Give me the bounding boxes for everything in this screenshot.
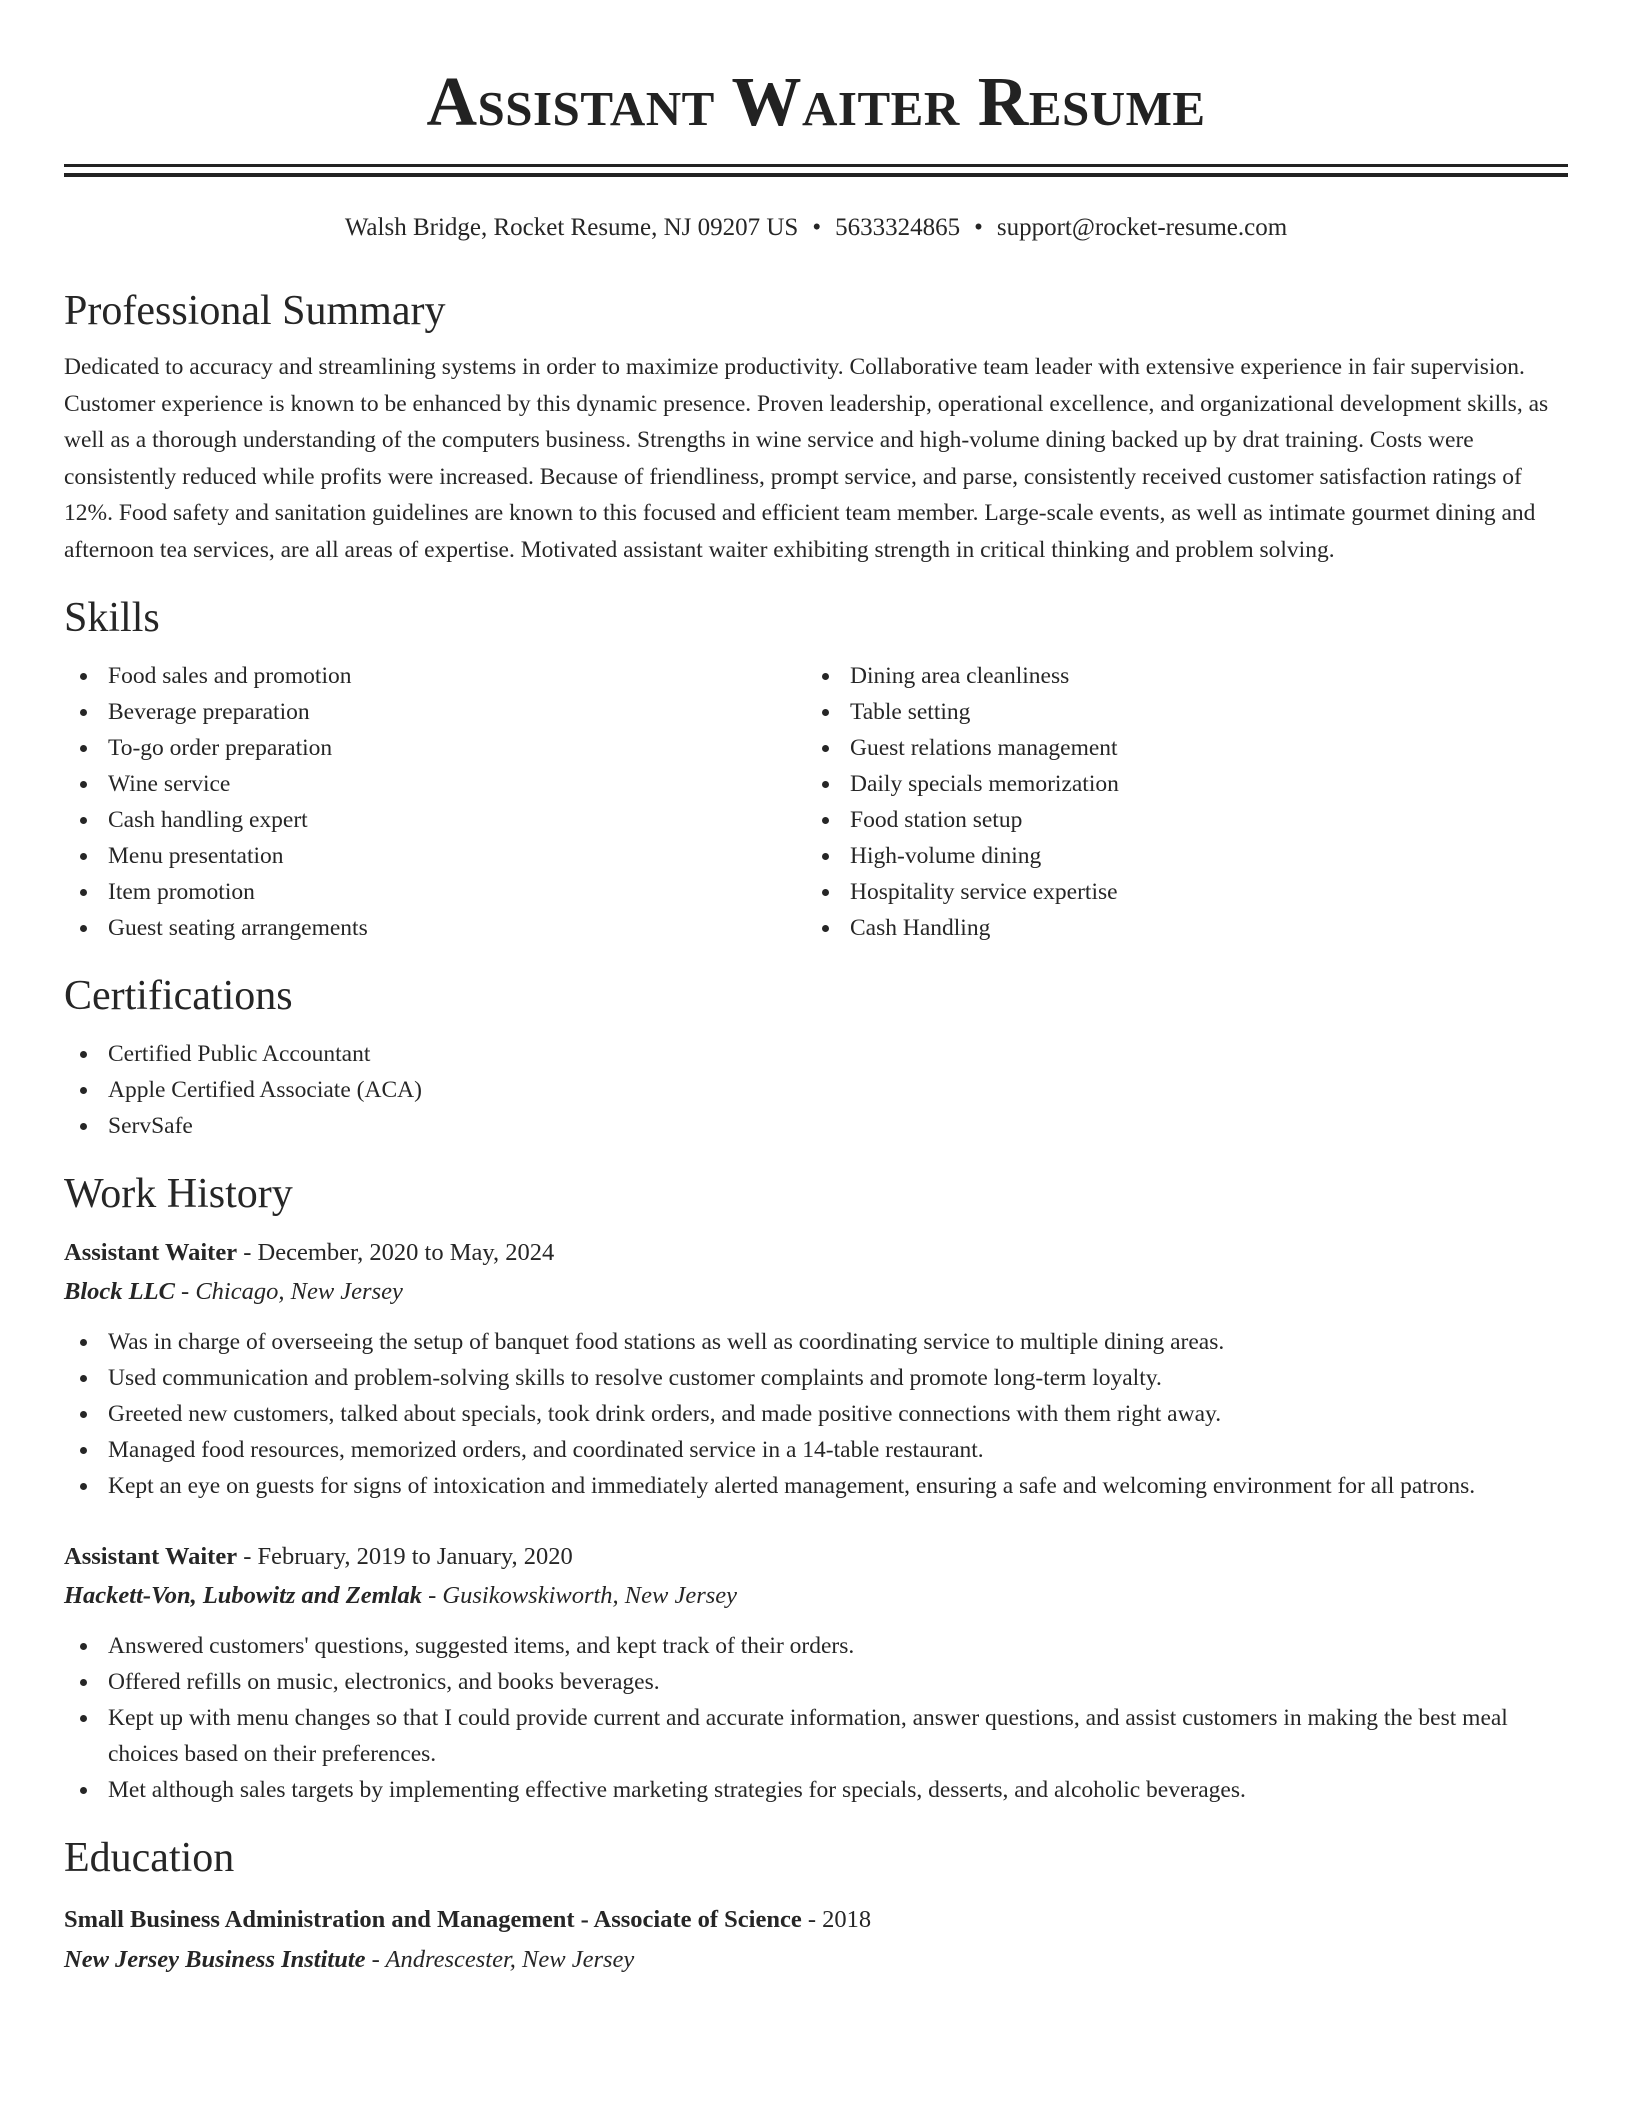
title-rule-top bbox=[64, 164, 1568, 167]
education-school: New Jersey Business Institute bbox=[64, 1946, 366, 1973]
skill-item: Guest seating arrangements bbox=[64, 910, 806, 946]
contact-line bbox=[64, 211, 1568, 245]
skill-item: Table setting bbox=[806, 694, 1548, 730]
job-company: Block LLC bbox=[64, 1278, 175, 1305]
job-company-line bbox=[64, 1272, 1568, 1312]
job-duty-item: Managed food resources, memorized orders, and coordinated service in a 14-table restaurant. bbox=[64, 1432, 1568, 1468]
skill-item: Menu presentation bbox=[64, 838, 806, 874]
job-duty-item: Kept an eye on guests for signs of intoxication and immediately alerted management, ensuring a safe and welcoming environment for all patrons. bbox=[64, 1468, 1568, 1504]
job-location: - Gusikowskiworth, New Jersey bbox=[422, 1582, 738, 1609]
skills-column-right bbox=[806, 658, 1548, 946]
contact-separator: • bbox=[812, 214, 822, 241]
contact-address: Walsh Bridge, Rocket Resume, NJ 09207 US bbox=[344, 214, 799, 241]
job-duty-item: Greeted new customers, talked about specials, took drink orders, and made positive connections with them right away. bbox=[64, 1396, 1568, 1432]
skill-item: Beverage preparation bbox=[64, 694, 806, 730]
job-entry bbox=[64, 1538, 1568, 1808]
education-degree-line bbox=[64, 1900, 1568, 1940]
job-duty-item: Met although sales targets by implementing effective marketing strategies for specials, desserts, and alcoholic beverages. bbox=[64, 1772, 1568, 1808]
skill-item: Item promotion bbox=[64, 874, 806, 910]
skill-item: Wine service bbox=[64, 766, 806, 802]
job-entry bbox=[64, 1234, 1568, 1504]
skill-item: Food sales and promotion bbox=[64, 658, 806, 694]
skill-item: Food station setup bbox=[806, 802, 1548, 838]
education-heading: Education bbox=[64, 1835, 235, 1881]
education-school-line bbox=[64, 1940, 1568, 1980]
skill-item: Cash handling expert bbox=[64, 802, 806, 838]
job-dates: - December, 2020 to May, 2024 bbox=[237, 1239, 555, 1266]
skills-column-left bbox=[64, 658, 806, 946]
skill-item: Daily specials memorization bbox=[806, 766, 1548, 802]
title-rule-bottom bbox=[64, 173, 1568, 177]
job-duties bbox=[64, 1324, 1568, 1504]
skills-list bbox=[64, 658, 1568, 946]
skills-heading: Skills bbox=[64, 595, 160, 641]
work-history-heading: Work History bbox=[64, 1171, 293, 1217]
skill-item: To-go order preparation bbox=[64, 730, 806, 766]
education-location: - Andrescester, New Jersey bbox=[365, 1946, 635, 1973]
job-title-line bbox=[64, 1538, 1568, 1576]
skill-item: Hospitality service expertise bbox=[806, 874, 1548, 910]
certification-item: Apple Certified Associate (ACA) bbox=[64, 1072, 1568, 1108]
contact-separator: • bbox=[974, 214, 983, 241]
job-duty-item: Was in charge of overseeing the setup of banquet food stations as well as coordinating service to multiple dining areas. bbox=[64, 1324, 1568, 1360]
certifications-list bbox=[64, 1036, 1568, 1144]
job-duties bbox=[64, 1628, 1568, 1808]
job-company: Hackett-Von, Lubowitz and Zemlak bbox=[64, 1582, 422, 1609]
summary-text: Dedicated to accuracy and streamlining systems in order to maximize productivity. Collaborative team leader with extensive experience in fair supervision. Customer experience is known to be enhanced by this dynamic presence. Proven leadership, operational excellence, and organizational development skills, as well as a thorough understanding of the computers business. Strengths in wine service and high-volume dining backed up by drat training. Costs were consistently reduced while profits were increased. Because of friendliness, prompt service, and parse, consistently received customer satisfaction ratings of 12%. Food safety and sanitation guidelines are known to this focused and efficient team member. Large-scale events, as well as intimate gourmet dining and afternoon tea services, are all areas of expertise. Motivated assistant waiter exhibiting strength in critical thinking and problem solving. bbox=[64, 354, 1549, 563]
job-duty-item: Kept up with menu changes so that I could provide current and accurate information, answer questions, and assist customers in making the best meal choices based on their preferences. bbox=[64, 1700, 1568, 1772]
skill-item: High-volume dining bbox=[806, 838, 1548, 874]
certification-item: Certified Public Accountant bbox=[64, 1036, 1568, 1072]
page-title: Assistant Waiter Resume bbox=[426, 64, 1206, 141]
education-degree: Small Business Administration and Management - Associate of Science bbox=[64, 1906, 802, 1933]
job-title: Assistant Waiter bbox=[64, 1543, 238, 1570]
certification-item: ServSafe bbox=[64, 1108, 1568, 1144]
job-title: Assistant Waiter bbox=[64, 1239, 238, 1266]
education-year: - 2018 bbox=[801, 1906, 872, 1933]
job-duty-item: Answered customers' questions, suggested items, and kept track of their orders. bbox=[64, 1628, 1568, 1664]
certifications-heading: Certifications bbox=[64, 973, 293, 1019]
job-location: - Chicago, New Jersey bbox=[174, 1278, 403, 1305]
job-duty-item: Used communication and problem-solving skills to resolve customer complaints and promote long-term loyalty. bbox=[64, 1360, 1568, 1396]
job-dates: - February, 2019 to January, 2020 bbox=[237, 1543, 573, 1570]
summary-heading: Professional Summary bbox=[64, 288, 446, 334]
skill-item: Guest relations management bbox=[806, 730, 1548, 766]
contact-email: support@rocket-resume.com bbox=[996, 214, 1288, 241]
contact-phone: 5633324865 bbox=[835, 214, 961, 241]
job-duty-item: Offered refills on music, electronics, and books beverages. bbox=[64, 1664, 1568, 1700]
job-company-line bbox=[64, 1576, 1568, 1616]
skill-item: Cash Handling bbox=[806, 910, 1548, 946]
job-title-line bbox=[64, 1234, 1568, 1272]
skill-item: Dining area cleanliness bbox=[806, 658, 1548, 694]
